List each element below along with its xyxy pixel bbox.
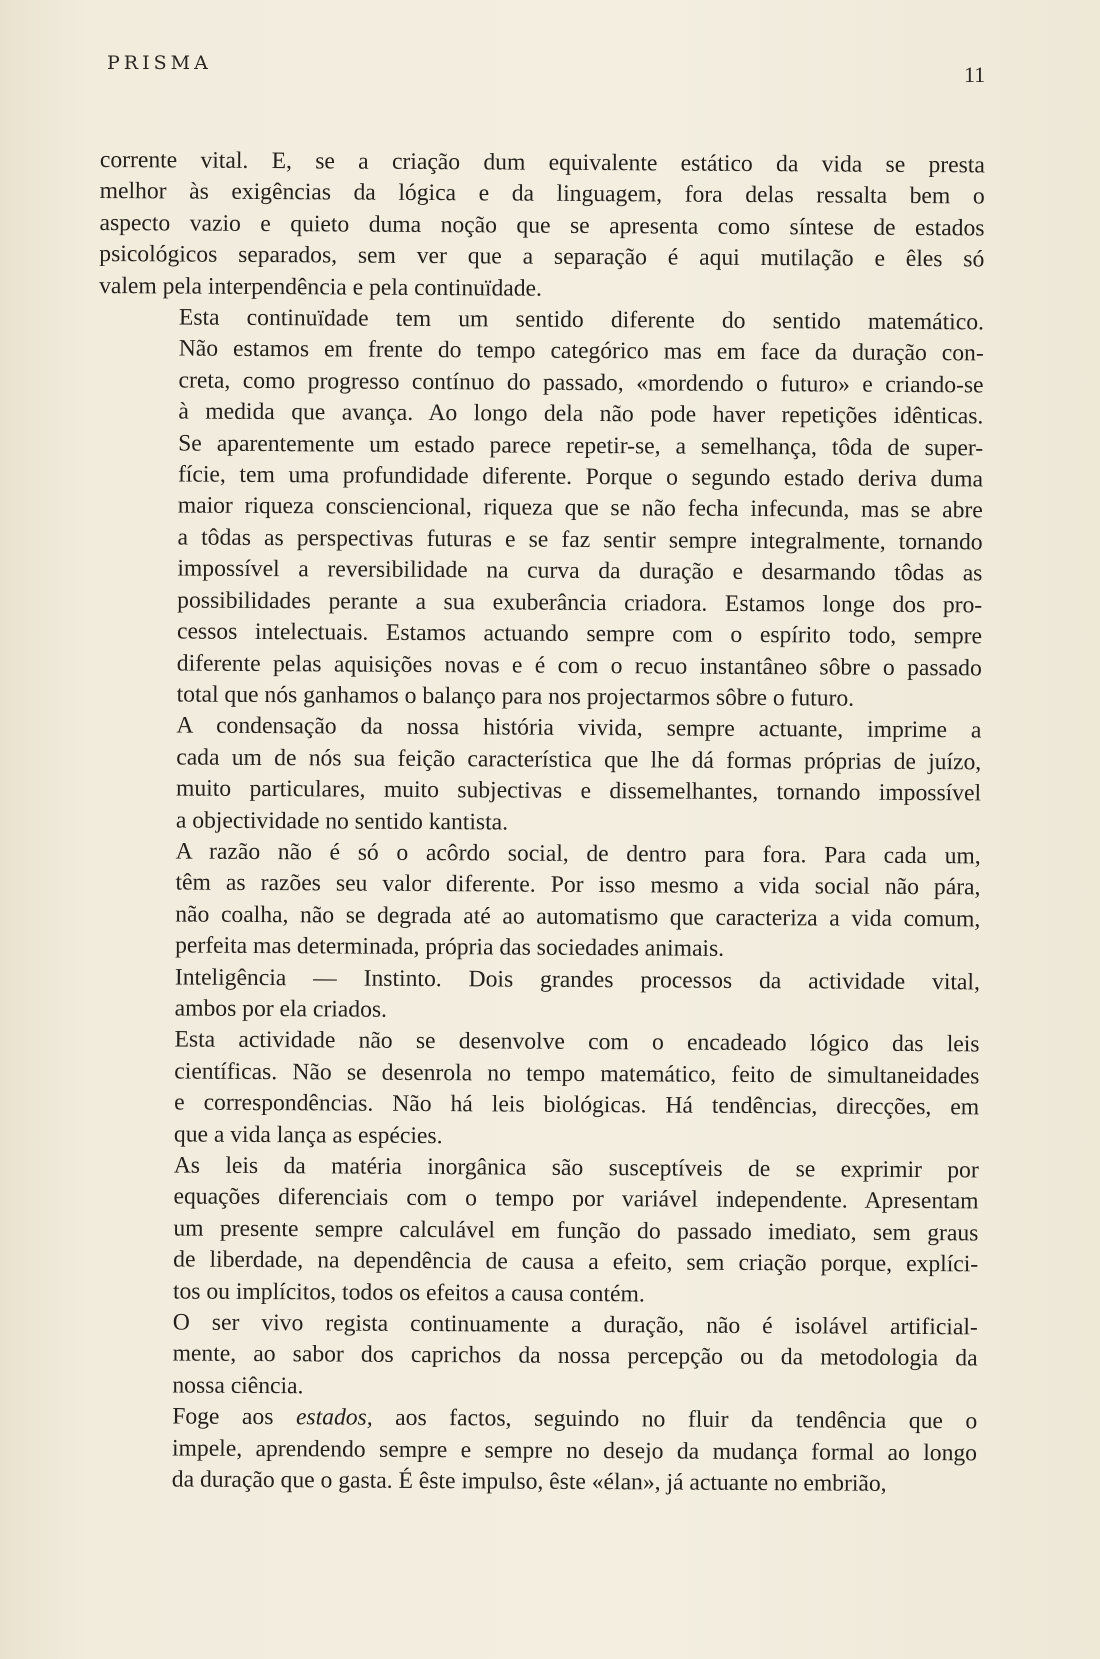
text-line: valem pela interpendência e pela continuïdade. bbox=[99, 272, 543, 302]
text-line: possibilidades perante a sua exuberância criadora. Estamos longe dos pro- bbox=[177, 587, 983, 619]
text-line: Esta actividade não se desenvolve com o encadeado lógico das leis bbox=[174, 1026, 980, 1058]
text-line: aspecto vazio e quieto duma noção que se apresenta como síntese de estados bbox=[99, 209, 985, 242]
text-line: O ser vivo regista continuamente a duração, não é isolável artificial- bbox=[172, 1309, 978, 1341]
text-line: fície, tem uma profundidade diferente. Porque o segundo estado deriva duma bbox=[177, 461, 984, 493]
text-line: impele, aprendendo sempre e sempre no desejo da mudança formal ao longo bbox=[171, 1435, 978, 1467]
text-line: A razão não é só o acôrdo social, de dentro para fora. Para cada um, bbox=[175, 838, 981, 870]
text-line: à medida que avança. Ao longo dela não pode haver repetições idênticas. bbox=[178, 398, 984, 430]
page-number: 11 bbox=[964, 62, 986, 87]
running-head: PRISMA bbox=[107, 52, 212, 74]
text-line: creta, como progresso contínuo do passado, «mordendo o futuro» e criando-se bbox=[178, 367, 984, 399]
text-line: total que nós ganhamos o balanço para nos projectarmos sôbre o futuro. bbox=[176, 681, 855, 712]
text-line: ambos por ela criados. bbox=[174, 995, 388, 1023]
text-line: melhor às exigências da lógica e da linguagem, fora delas ressalta bem o bbox=[99, 178, 985, 210]
text-line: científicas. Não se desenrola no tempo matemático, feito de simultaneidades bbox=[174, 1058, 980, 1090]
paragraph bbox=[95, 836, 981, 967]
text-line: perfeita mas determinada, própria das sociedades animais. bbox=[175, 932, 725, 962]
text-line: cessos intelectuais. Estamos actuando sempre com o espírito todo, sempre bbox=[176, 618, 983, 650]
paragraph bbox=[96, 710, 982, 841]
body-text bbox=[92, 145, 985, 1501]
text-line: um presente sempre calculável em função do passado imediato, sem graus bbox=[173, 1215, 979, 1247]
text-line: Esta continuïdade tem um sentido diferente do sentido matemático. bbox=[178, 304, 985, 336]
text-line: não coalha, não se degrada até ao automatismo que caracteriza a vida comum, bbox=[175, 901, 981, 933]
text-line: psicológicos separados, sem ver que a separação é aqui mutilação e êles só bbox=[99, 241, 985, 273]
paragraph bbox=[99, 145, 985, 307]
text-line: tos ou implícitos, todos os efeitos a causa contém. bbox=[172, 1278, 645, 1307]
text-line: A condensação da nossa história vivida, sempre actuante, imprime a bbox=[176, 712, 982, 744]
text-line: mente, ao sabor dos caprichos da nossa percepção ou da metodologia da bbox=[172, 1340, 978, 1372]
paragraph bbox=[92, 1307, 978, 1407]
paragraph bbox=[94, 1024, 980, 1155]
text-line: As leis da matéria inorgânica são susceptíveis de se exprimir por bbox=[173, 1152, 979, 1184]
text-line: da duração que o gasta. É êste impulso, êste «élan», já actuante no embrião, bbox=[171, 1466, 887, 1497]
text-line: e correspondências. Não há leis biológicas. Há tendências, direcções, em bbox=[174, 1089, 980, 1121]
text-line: a objectividade no sentido kantista. bbox=[175, 807, 509, 836]
text-line: a tôdas as perspectivas futuras e se faz sentir sempre integralmente, tornando bbox=[177, 524, 983, 556]
text-line: Não estamos em frente do tempo categórico mas em face da duração con- bbox=[178, 335, 984, 367]
text-line: Se aparentemente um estado parece repetir-se, a semelhança, tôda de super- bbox=[178, 430, 984, 462]
paragraph bbox=[93, 1150, 979, 1312]
text-line: corrente vital. E, se a criação dum equivalente estático da vida se presta bbox=[99, 146, 985, 179]
text-line: equações diferenciais com o tempo por variável independente. Apresentam bbox=[173, 1183, 979, 1215]
text-line: de liberdade, na dependência de causa a efeito, sem criação porque, explíci- bbox=[173, 1246, 979, 1278]
paragraph bbox=[97, 302, 984, 716]
text-line: têm as razões seu valor diferente. Por isso mesmo a vida social não pára, bbox=[175, 869, 981, 901]
text-line: cada um de nós sua feição característica que lhe dá formas próprias de juízo, bbox=[176, 744, 982, 776]
text-line: nossa ciência. bbox=[172, 1372, 304, 1400]
text-line: diferente pelas aquisições novas e é com o recuo instantâneo sôbre o passado bbox=[176, 649, 982, 681]
text-line: maior riqueza consciencional, riqueza que se não fecha infecunda, mas se abre bbox=[177, 492, 983, 524]
paragraph bbox=[92, 1401, 978, 1501]
text-line: Foge aos estados, aos factos, seguindo no fluir da tendência que o bbox=[172, 1403, 978, 1435]
italic-term: estados, bbox=[295, 1404, 373, 1431]
text-line: Inteligência — Instinto. Dois grandes processos da actividade vital, bbox=[174, 964, 980, 995]
text-line: impossível a reversibilidade na curva da duração e desarmando tôdas as bbox=[177, 555, 983, 587]
text-line: que a vida lança as espécies. bbox=[173, 1121, 443, 1149]
paragraph bbox=[95, 962, 980, 1030]
text-line: muito particulares, muito subjectivas e dissemelhantes, tornando impossível bbox=[175, 775, 982, 807]
